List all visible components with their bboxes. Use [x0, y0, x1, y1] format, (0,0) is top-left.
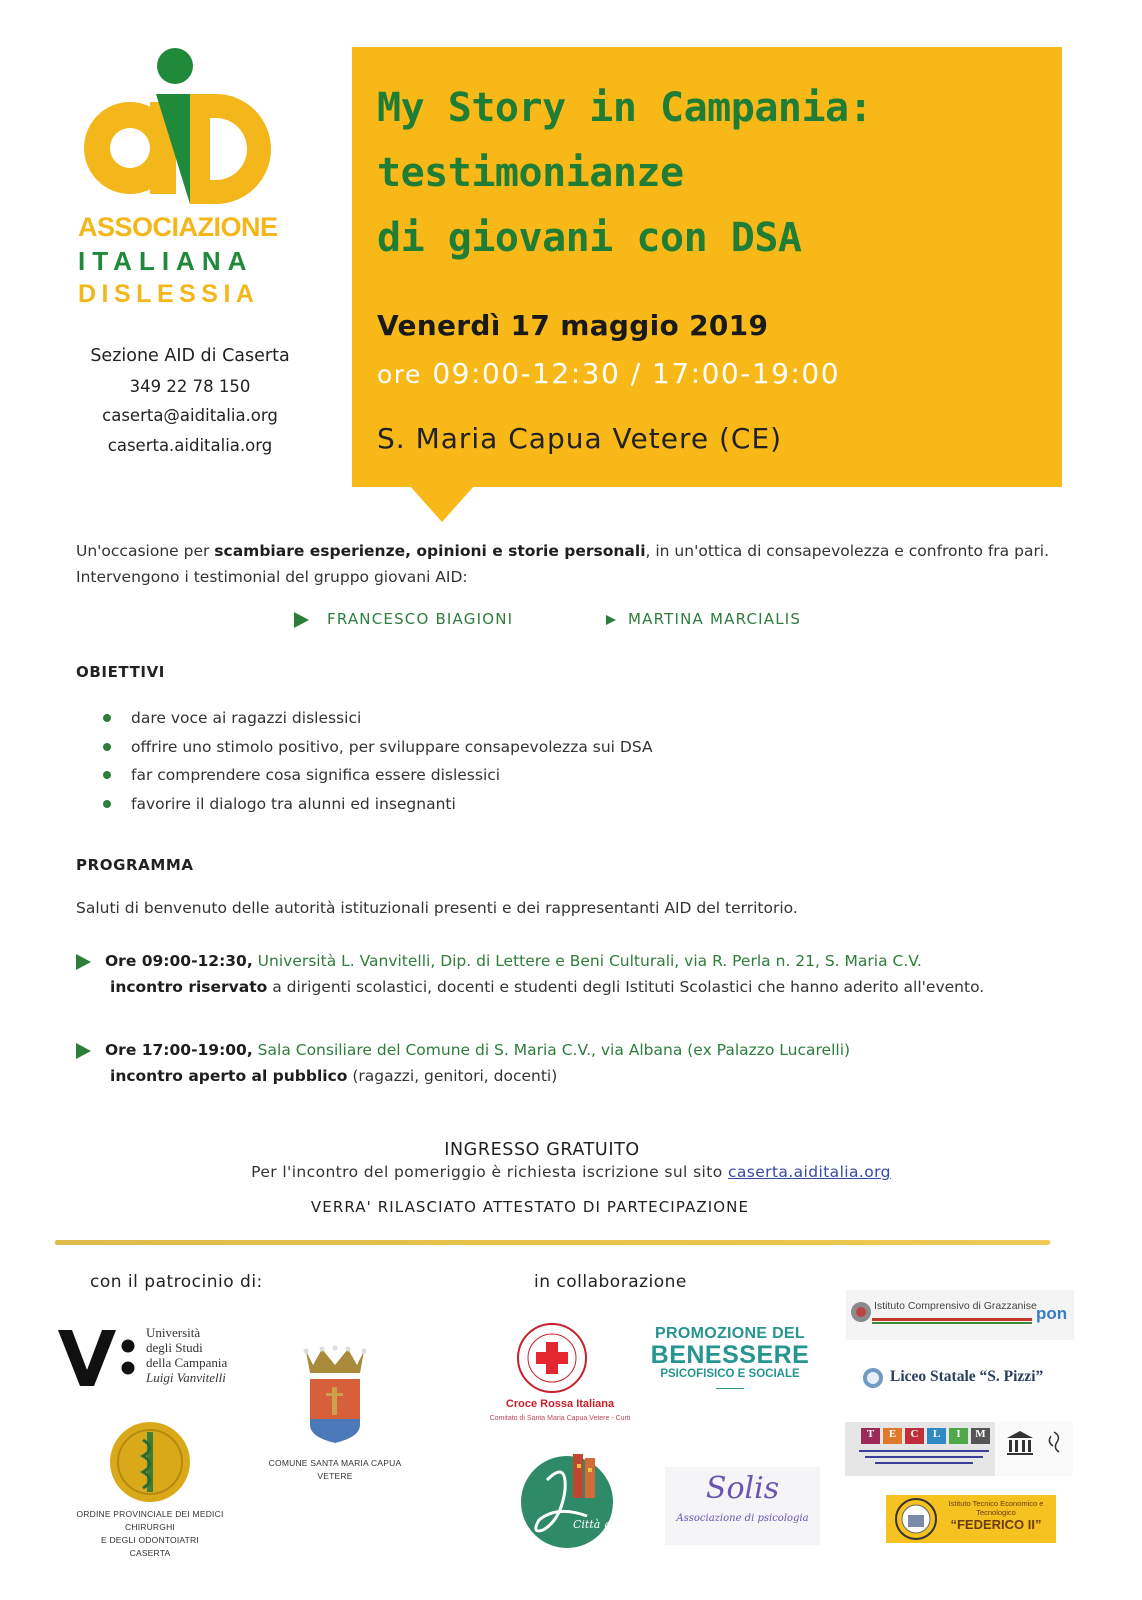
testimonial-name: FRANCESCO BIAGIONI [327, 610, 514, 628]
teclim-logo [845, 1422, 1073, 1476]
teclim-letter: C [905, 1428, 924, 1444]
session-location: Università L. Vanvitelli, Dip. di Lettere e Beni Culturali, via R. Perla n. 21, S. Maria C.V. [257, 952, 922, 970]
red-cross-icon [490, 1322, 630, 1396]
flag-stripe [872, 1318, 1032, 1321]
university-line: Università [146, 1325, 201, 1340]
event-title-line-2: testimonianze [377, 150, 684, 196]
unesco-panel [995, 1422, 1073, 1476]
objective-item [103, 704, 653, 733]
university-line: della Campania [146, 1355, 228, 1370]
registration-link[interactable]: caserta.aiditalia.org [727, 1163, 891, 1181]
federico-subtitle: Istituto Tecnico Economico e Tecnologico [948, 1499, 1044, 1517]
citta-giovane-emblem [517, 1450, 648, 1550]
testimonial-item [606, 610, 801, 628]
objective-text: dare voce ai ragazzi dislessici [131, 709, 362, 727]
session-location: Sala Consiliare del Comune di S. Maria C.V., via Albana (ex Palazzo Lucarelli) [257, 1041, 851, 1059]
promozione-line: PSICOFISICO E SOCIALE [660, 1368, 800, 1380]
solis-name: Solis [705, 1471, 780, 1506]
grazzanise-name: Istituto Comprensivo di Grazzanise [874, 1300, 1037, 1312]
section-name: Sezione AID di Caserta [90, 346, 290, 366]
event-banner [352, 47, 1062, 487]
medici-line: CASERTA [129, 1548, 171, 1558]
program-intro: Saluti di benvenuto delle autorità istituzionali presenti e dei rappresentanti AID del territorio. [76, 899, 798, 917]
logo-text-associazione: ASSOCIAZIONE [78, 212, 278, 242]
arrow-right-icon [76, 1043, 91, 1059]
emblem-icon [849, 1300, 873, 1324]
program-session [76, 948, 1116, 1000]
solis-logo [665, 1467, 820, 1545]
pon-text: pon [1036, 1304, 1068, 1323]
croce-rossa-subtitle: Comitato di Santa Maria Capua Vetere - Curti [489, 1415, 631, 1422]
intro-text-1: Un'occasione per [76, 542, 215, 560]
patronage-heading: con il patrocinio di: [90, 1272, 263, 1292]
intro-paragraph [76, 538, 1076, 590]
hours-prefix: ore [377, 360, 422, 389]
objectives-heading: OBIETTIVI [76, 663, 165, 681]
bullet-icon [103, 771, 111, 779]
event-title-line-1: My Story in Campania: [377, 85, 873, 131]
teclim-letter: T [861, 1428, 880, 1444]
coat-of-arms-icon [256, 1345, 414, 1445]
aid-logo-mark [78, 44, 298, 209]
free-entry-heading: INGRESSO GRATUITO [444, 1140, 640, 1160]
university-logo [58, 1322, 248, 1392]
medici-line: ORDINE PROVINCIALE DEI MEDICI CHIRURGHI [76, 1509, 224, 1532]
university-line: Luigi Vanvitelli [146, 1370, 226, 1385]
teclim-text-line [865, 1456, 983, 1458]
citta-giovane-text: Città giovane [573, 1518, 648, 1531]
federico-name: “FEDERICO II” [950, 1517, 1042, 1532]
member-icon [1045, 1430, 1063, 1454]
solis-subtitle: Associazione di psicologia [676, 1513, 809, 1524]
program-session [76, 1037, 1116, 1089]
certificate-note: VERRA' RILASCIATO ATTESTATO DI PARTECIPAZIONE [310, 1198, 750, 1216]
divider [716, 1388, 744, 1389]
croce-rossa-name: Croce Rossa Italiana [505, 1398, 615, 1410]
session-type: incontro aperto al pubblico [110, 1067, 348, 1085]
registration-text: Per l'incontro del pomeriggio è richiesta iscrizione sul sito [251, 1163, 728, 1181]
objective-text: far comprendere cosa significa essere dislessici [131, 766, 501, 784]
banner-pointer [410, 486, 474, 522]
teclim-text-line [859, 1450, 989, 1452]
grazzanise-logo [846, 1290, 1074, 1340]
collaboration-heading: in collaborazione [534, 1272, 687, 1292]
croce-rossa-logo [490, 1322, 630, 1432]
liceo-pizzi-name: Liceo Statale “S. Pizzi” [890, 1368, 1044, 1385]
unesco-icon [1005, 1430, 1035, 1456]
liceo-pizzi-logo [862, 1364, 1072, 1392]
teclim-letter: L [927, 1428, 946, 1444]
medical-seal-icon [55, 1420, 245, 1504]
intro-text-2: , in un'ottica di consapevolezza e confronto fra pari. Intervengono i testimonial del gruppo giovani AID: [76, 542, 1050, 586]
comune-logo [256, 1345, 414, 1481]
comune-name: COMUNE SANTA MARIA CAPUA VETERE [268, 1458, 402, 1481]
program-heading: PROGRAMMA [76, 856, 194, 874]
event-date: Venerdì 17 maggio 2019 [377, 309, 769, 342]
divider [55, 1240, 1050, 1245]
teclim-letter: M [971, 1428, 990, 1444]
event-title-line-3: di giovani con DSA [377, 215, 802, 261]
session-audience: (ragazzi, genitori, docenti) [347, 1067, 558, 1085]
federico-ii-logo [886, 1495, 1056, 1543]
teclim-letters [861, 1428, 990, 1444]
session-time: Ore 17:00-19:00, [105, 1041, 253, 1059]
flag-stripe [872, 1322, 1032, 1324]
session-audience: a dirigenti scolastici, docenti e studenti degli Istituti Scolastici che hanno aderito all'evento. [267, 978, 985, 996]
session-type: incontro riservato [110, 978, 268, 996]
testimonial-item [294, 610, 513, 628]
objectives-list [103, 704, 653, 818]
phone-number: 349 22 78 150 [129, 376, 251, 396]
registration-note [0, 1163, 1142, 1181]
logo-text-dislessia: DISLESSIA [78, 280, 260, 308]
vanvitelli-v-icon [58, 1326, 144, 1390]
testimonial-name: MARTINA MARCIALIS [628, 610, 802, 628]
teclim-letter: I [949, 1428, 968, 1444]
objective-text: offrire uno stimolo positivo, per sviluppare consapevolezza sui DSA [131, 737, 653, 756]
objective-item [103, 761, 653, 790]
federico-emblem-icon [894, 1497, 938, 1541]
university-line: degli Studi [146, 1340, 203, 1355]
liceo-emblem-icon [862, 1367, 884, 1389]
medici-line: E DEGLI ODONTOIATRI [101, 1535, 199, 1545]
teclim-letter: E [883, 1428, 902, 1444]
medici-logo [55, 1420, 245, 1558]
bullet-icon [103, 714, 111, 722]
medici-name [55, 1508, 245, 1560]
teclim-text-line [875, 1462, 973, 1464]
citta-giovane-logo [517, 1450, 648, 1550]
event-place: S. Maria Capua Vetere (CE) [377, 422, 783, 455]
hours-value: 09:00-12:30 / 17:00-19:00 [432, 357, 841, 390]
promozione-line: PROMOZIONE DEL [655, 1325, 805, 1342]
logo-text-italiana: ITALIANA [78, 246, 254, 276]
bullet-icon [103, 743, 111, 751]
aid-logo [78, 44, 298, 314]
website-link[interactable]: caserta.aiditalia.org [107, 435, 273, 455]
university-name [146, 1325, 227, 1385]
email-link[interactable]: caserta@aiditalia.org [102, 406, 278, 425]
promozione-benessere-logo [645, 1325, 815, 1415]
objective-item [103, 790, 653, 819]
contact-block [60, 342, 320, 460]
arrow-right-icon [294, 612, 309, 628]
objective-item [103, 733, 653, 762]
intro-bold: scambiare esperienze, opinioni e storie personali [214, 542, 646, 560]
session-time: Ore 09:00-12:30, [105, 952, 253, 970]
bullet-icon [103, 800, 111, 808]
objective-text: favorire il dialogo tra alunni ed insegnanti [131, 794, 456, 813]
arrow-right-icon [606, 615, 616, 625]
promozione-line: BENESSERE [650, 1341, 810, 1369]
arrow-right-icon [76, 954, 91, 970]
event-hours [377, 357, 840, 390]
